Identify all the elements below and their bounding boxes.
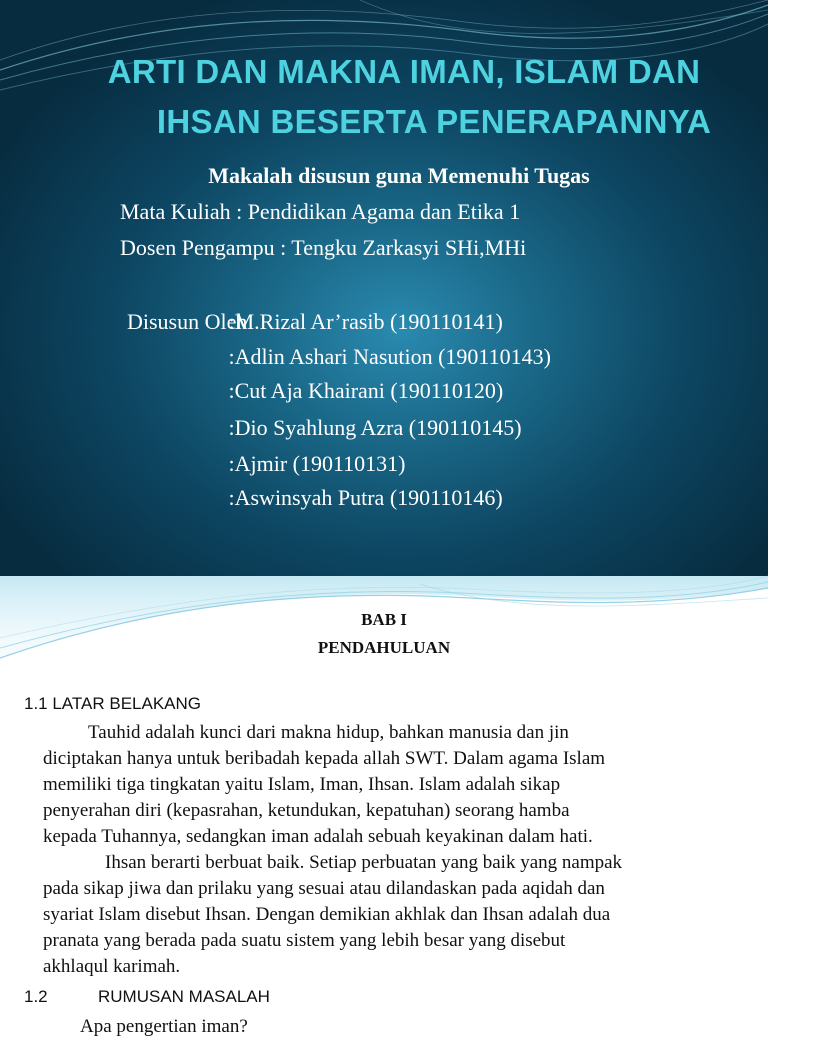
author-row: [127, 415, 522, 441]
paragraph-line: diciptakan hanya untuk beribadah kepada allah SWT. Dalam agama Islam: [43, 748, 606, 769]
paragraph-line: Ihsan berarti berbuat baik. Setiap perbuatan yang baik yang nampak: [105, 852, 623, 873]
paragraph-line: pranata yang berada pada suatu sistem yang lebih besar yang disebut: [43, 930, 566, 951]
paragraph-line: pada sikap jiwa dan prilaku yang sesuai atau dilandaskan pada aqidah dan: [43, 878, 605, 899]
author-name: :Ajmir (190110131): [228, 451, 406, 476]
author-name: :Adlin Ashari Nasution (190110143): [228, 344, 551, 369]
author-row: [127, 451, 406, 477]
author-row: [127, 309, 503, 335]
section-heading: RUMUSAN MASALAH: [98, 987, 270, 1006]
paragraph-line: Tauhid adalah kunci dari makna hidup, bahkan manusia dan jin: [88, 722, 569, 743]
slide-title-line-1: ARTI DAN MAKNA IMAN, ISLAM DAN: [107, 53, 701, 90]
author-name: :Cut Aja Khairani (190110120): [228, 378, 504, 403]
author-name: :Dio Syahlung Azra (190110145): [228, 415, 522, 440]
paragraph-background-2: [43, 850, 743, 980]
author-row: [127, 344, 551, 370]
chapter-title: PENDAHULUAN: [317, 638, 451, 657]
lecturer-info: Dosen Pengampu : Tengku Zarkasyi SHi,MHi: [120, 235, 527, 260]
list-item: Apa pengertian iman?: [80, 1016, 248, 1037]
section-heading: 1.1 LATAR BELAKANG: [24, 694, 201, 713]
paragraph-line: memiliki tiga tingkatan yaitu Islam, Iman, Ihsan. Islam adalah sikap: [43, 774, 561, 795]
author-name: :M.Rizal Ar’rasib (190110141): [228, 309, 503, 334]
paragraph-line: penyerahan diri (kepasrahan, ketundukan, kepatuhan) seorang hamba: [43, 800, 570, 821]
course-info: Mata Kuliah : Pendidikan Agama dan Etika 1: [120, 199, 521, 224]
author-row: [127, 485, 503, 511]
slide-title-line-2: IHSAN BESERTA PENERAPANNYA: [156, 103, 712, 140]
author-name: :Aswinsyah Putra (190110146): [228, 485, 503, 510]
paragraph-line: kepada Tuhannya, sedangkan iman adalah sebuah keyakinan dalam hati.: [43, 826, 593, 847]
paragraph-background-1: [43, 720, 743, 850]
authors-label: Disusun Oleh: [127, 309, 248, 334]
paragraph-line: syariat Islam disebut Ihsan. Dengan demikian akhlak dan Ihsan adalah dua: [43, 904, 611, 925]
content-slide: [0, 576, 768, 1037]
section-number: 1.2: [24, 987, 48, 1006]
chapter-label: BAB I: [361, 610, 407, 629]
paragraph-line: akhlaqul karimah.: [43, 956, 181, 977]
author-row: [127, 378, 503, 404]
subtitle: Makalah disusun guna Memenuhi Tugas: [208, 163, 590, 188]
